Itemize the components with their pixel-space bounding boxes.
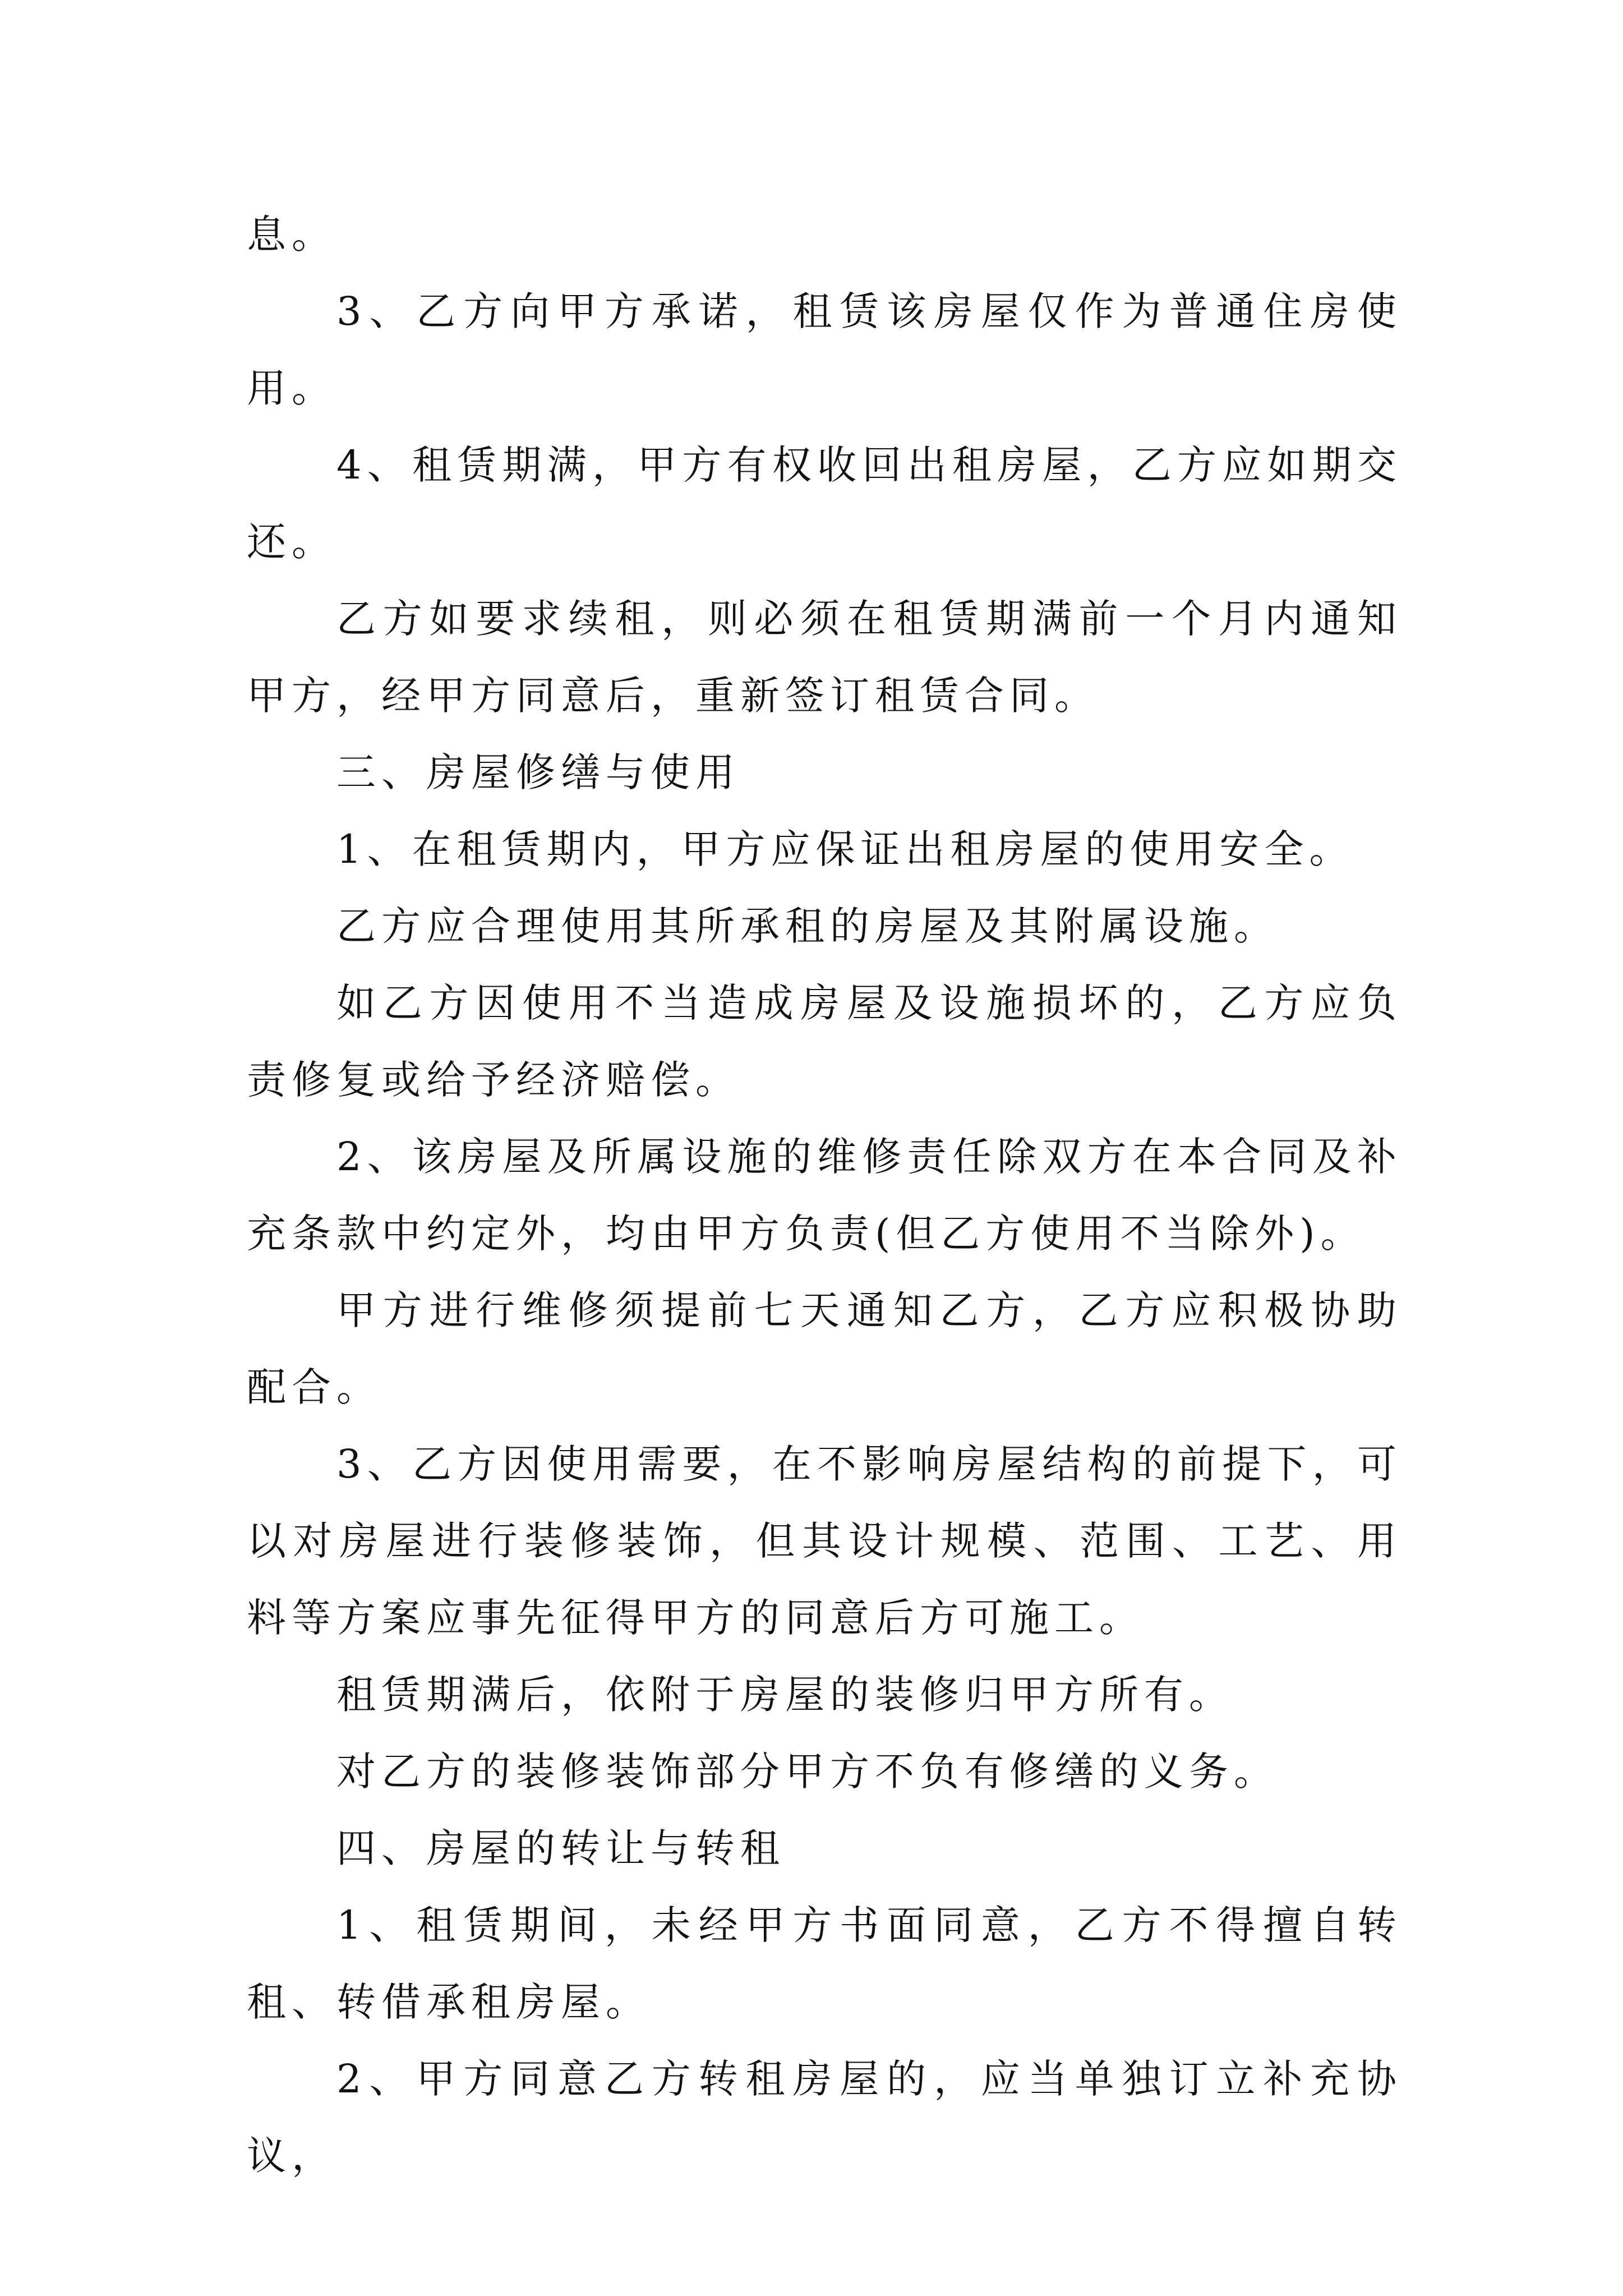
contract-text-body [247,196,1402,2194]
paragraph: 如乙方因使用不当造成房屋及设施损坏的，乙方应负责修复或给予经济赔偿。 [247,980,1402,1103]
paragraph: 2、该房屋及所属设施的维修责任除双方在本合同及补充条款中约定外，均由甲方负责(但乙方使用不当除外)。 [247,1134,1402,1257]
paragraph: 1、在租赁期内，甲方应保证出租房屋的使用安全。 [336,826,1354,872]
paragraph: 2、甲方同意乙方转租房屋的，应当单独订立补充协议， [247,2056,1402,2179]
section-heading: 四、房屋的转让与转租 [336,1825,785,1871]
paragraph: 3、乙方向甲方承诺，租赁该房屋仅作为普通住房使用。 [247,288,1402,411]
paragraph: 息。 [247,211,336,257]
paragraph: 甲方进行维修须提前七天通知乙方，乙方应积极协助配合。 [247,1287,1402,1410]
paragraph: 乙方应合理使用其所承租的房屋及其附属设施。 [336,903,1279,949]
paragraph: 3、乙方因使用需要，在不影响房屋结构的前提下，可以对房屋进行装修装饰，但其设计规模、范围、工艺、用料等方案应事先征得甲方的同意后方可施工。 [247,1441,1402,1641]
paragraph: 租赁期满后，依附于房屋的装修归甲方所有。 [336,1672,1234,1718]
paragraph: 乙方如要求续租，则必须在租赁期满前一个月内通知甲方，经甲方同意后，重新签订租赁合同。 [247,596,1402,719]
paragraph: 1、租赁期间，未经甲方书面同意，乙方不得擅自转租、转借承租房屋。 [247,1902,1402,2025]
paragraph: 4、租赁期满，甲方有权收回出租房屋，乙方应如期交还。 [247,442,1402,565]
section-heading: 三、房屋修缮与使用 [336,749,740,795]
paragraph: 对乙方的装修装饰部分甲方不负有修缮的义务。 [336,1749,1279,1795]
